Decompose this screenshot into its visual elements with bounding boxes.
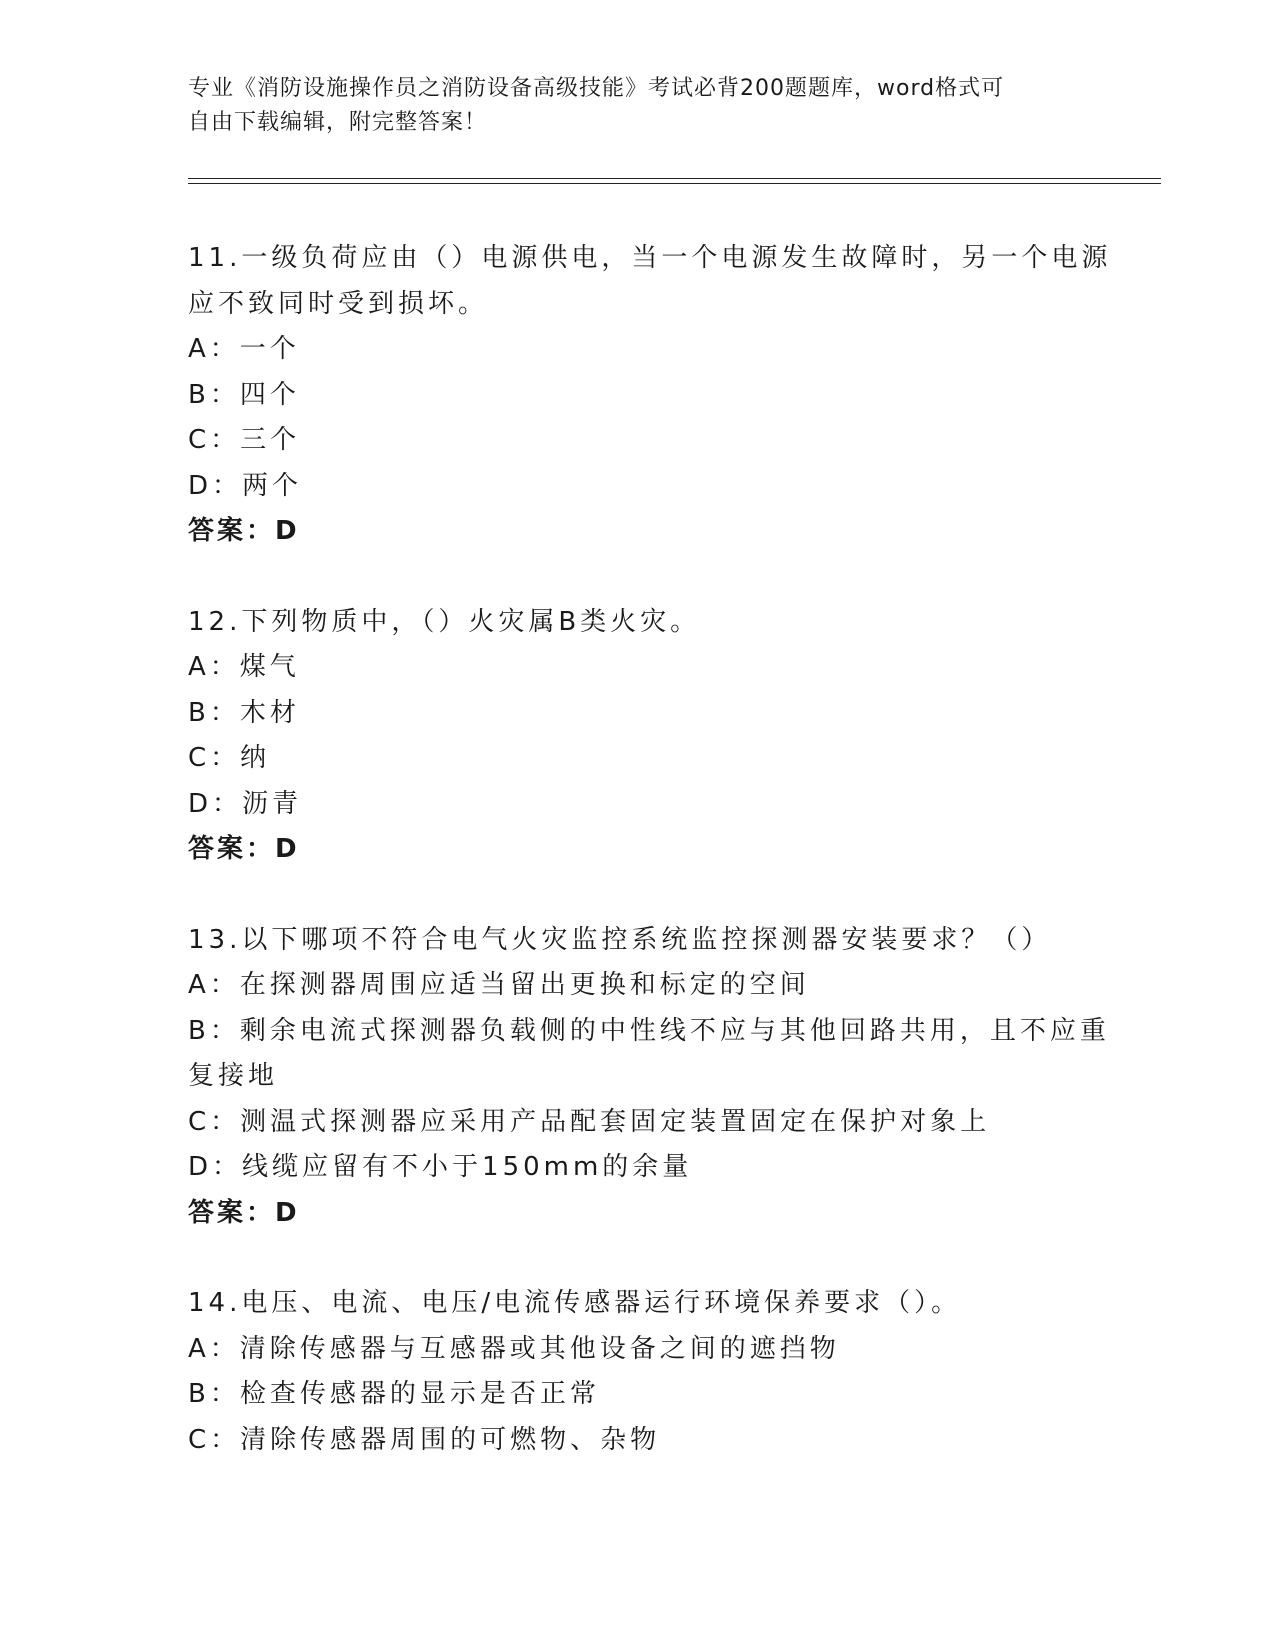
option-b: B：四个 [188, 379, 300, 410]
option-c: C：测温式探测器应采用产品配套固定装置固定在保护对象上 [188, 1106, 991, 1137]
option-a: A：在探测器周围应适当留出更换和标定的空间 [188, 970, 810, 1000]
option-a: A：清除传感器与互感器或其他设备之间的遮挡物 [188, 1333, 840, 1364]
question-stem: 12.下列物质中，（）火灾属B类火灾。 [188, 606, 701, 637]
option-b: 复接地 [188, 1061, 279, 1091]
question-11 [188, 236, 1112, 555]
question-stem: 13.以下哪项不符合电气火灾监控系统监控探测器安装要求？（） [188, 924, 1052, 955]
option-d: D：沥青 [188, 788, 303, 819]
header-line: 自由下载编辑，附完整答案！ [188, 110, 488, 135]
option-c: C：清除传感器周围的可燃物、杂物 [188, 1424, 661, 1455]
question-stem: 14.电压、电流、电压/电流传感器运行环境保养要求（）。 [188, 1288, 962, 1318]
option-d: D：两个 [188, 470, 303, 501]
option-c: C：纳 [188, 743, 271, 773]
answer-label: 答案：D [188, 1197, 300, 1228]
answer-label: 答案：D [188, 516, 300, 546]
option-b: B：剩余电流式探测器负载侧的中性线不应与其他回路共用，且不应重 [188, 1015, 1110, 1046]
question-14 [188, 1281, 1088, 1463]
option-b: B：检查传感器的显示是否正常 [188, 1379, 600, 1409]
question-13 [188, 918, 1110, 1237]
header-divider [188, 183, 1161, 184]
header-line: 专业《消防设施操作员之消防设备高级技能》考试必背200题题库，word格式可 [188, 76, 1005, 101]
question-list [188, 236, 1112, 1508]
question-12 [188, 600, 1088, 873]
question-stem: 11.一级负荷应由（）电源供电，当一个电源发生故障时，另一个电源 [188, 243, 1112, 273]
answer-label: 答案：D [188, 834, 300, 864]
option-a: A：一个 [188, 334, 300, 364]
document-header [188, 72, 1088, 140]
option-c: C：三个 [188, 425, 301, 455]
header-divider [188, 178, 1161, 179]
option-b: B：木材 [188, 697, 300, 728]
question-stem: 应不致同时受到损坏。 [188, 288, 489, 319]
option-a: A：煤气 [188, 652, 300, 682]
option-d: D：线缆应留有不小于150mm的余量 [188, 1152, 693, 1182]
